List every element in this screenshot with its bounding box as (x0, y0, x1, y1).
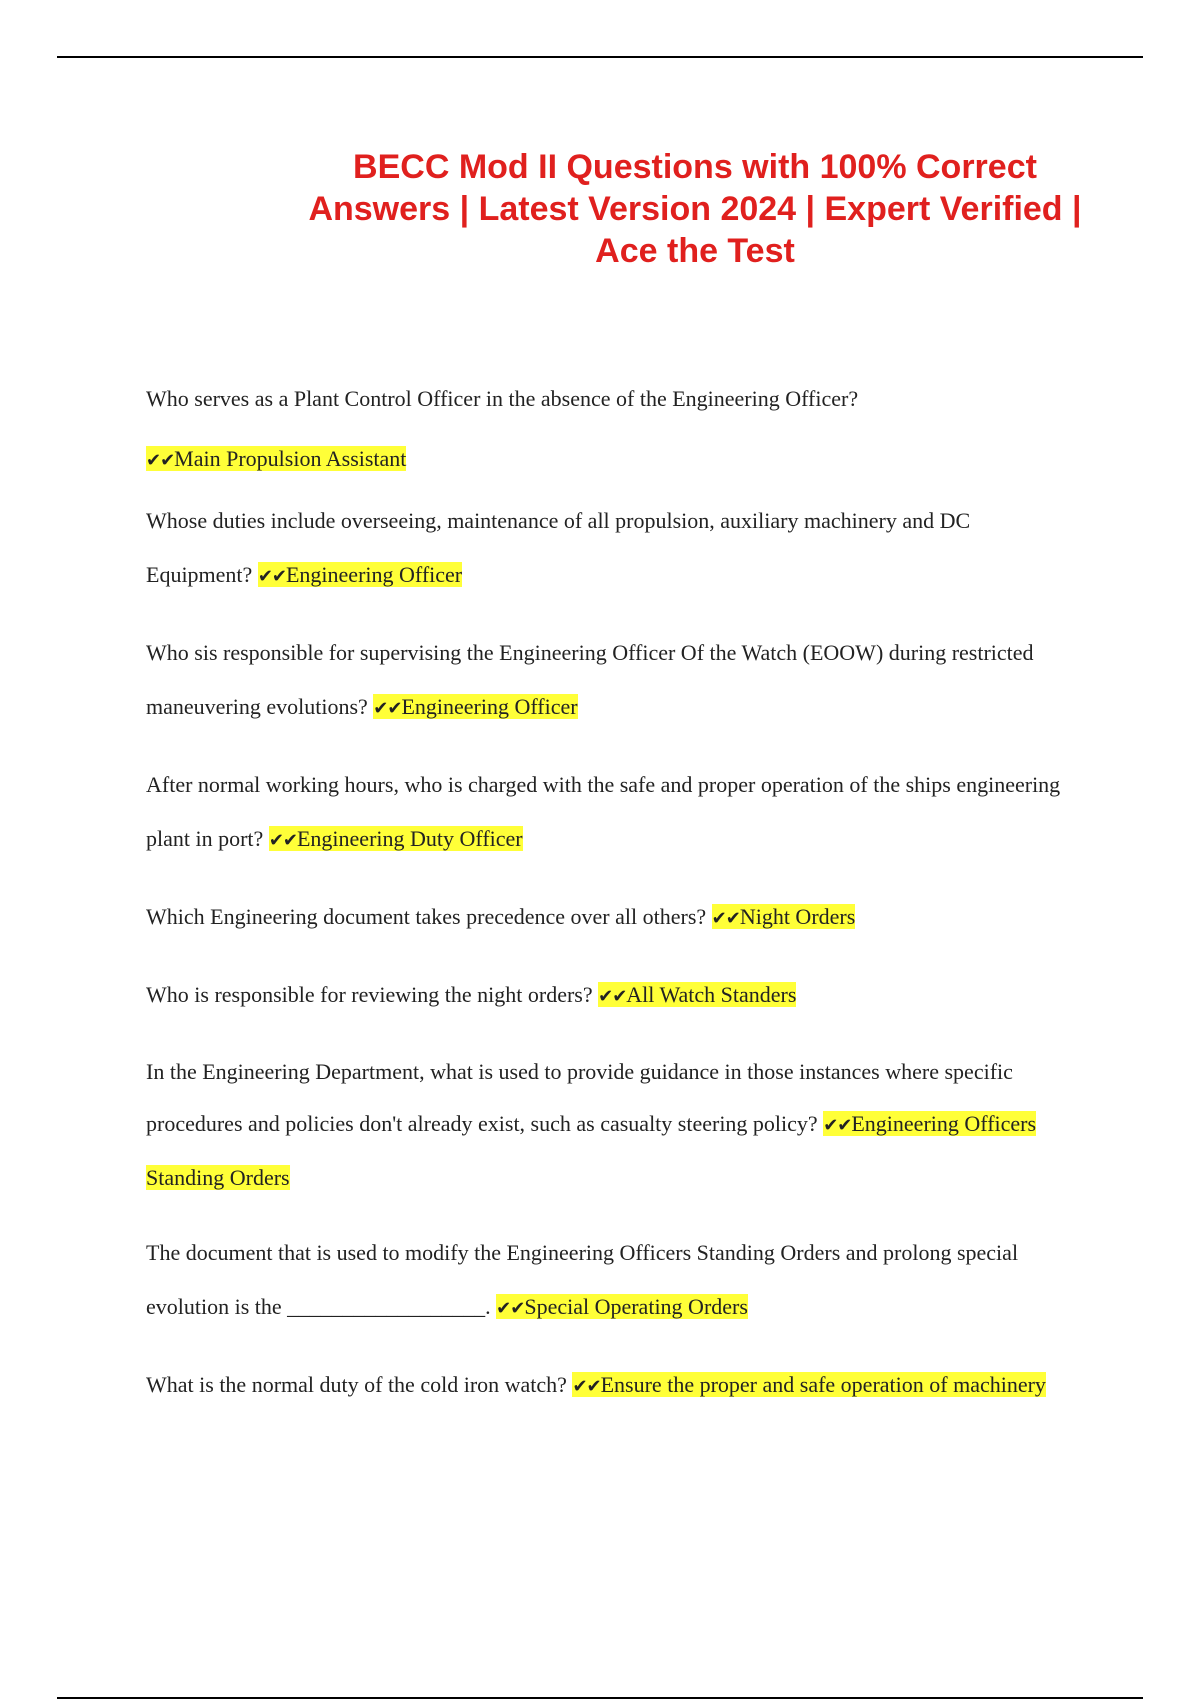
check-icon: ✔✔ (268, 830, 297, 851)
qa-item-2 (146, 494, 1066, 604)
qa-item-9 (146, 1358, 1066, 1414)
answer-highlight (496, 1294, 748, 1319)
question-text: Who is responsible for reviewing the night orders? (146, 982, 593, 1007)
answer-highlight (572, 1372, 1046, 1397)
document-title: BECC Mod II Questions with 100% Correct Answers | Latest Version 2024 | Expert Verified | Ace the Test (308, 148, 1082, 270)
answer-highlight (258, 562, 462, 587)
qa-item-3 (146, 626, 1066, 736)
qa-item-6 (146, 968, 1066, 1024)
question-text: Who serves as a Plant Control Officer in the absence of the Engineering Officer? (146, 386, 859, 411)
header-rule (57, 56, 1143, 58)
answer-text: Night Orders (739, 904, 856, 929)
question-text: Whose duties include overseeing, maintenance of all propulsion, auxiliary machinery and DC Equipment? (146, 508, 971, 587)
answer-highlight (712, 904, 856, 929)
qa-item-8 (146, 1226, 1066, 1336)
answer-highlight (598, 982, 796, 1007)
answer-text: Main Propulsion Assistant (174, 446, 407, 471)
question-text: Who sis responsible for supervising the Engineering Officer Of the Watch (EOOW) during restricted maneuvering evolutions? (146, 640, 1034, 719)
question-text: Which Engineering document takes precedence over all others? (146, 904, 707, 929)
qa-list (146, 372, 1066, 1414)
answer-text: Engineering Officer (285, 562, 463, 587)
answer-text: Engineering Officer (401, 694, 578, 719)
footer-rule (57, 1697, 1143, 1699)
qa-item-4 (146, 758, 1066, 868)
answer-text: All Watch Standers (626, 982, 797, 1007)
answer-highlight (269, 826, 523, 851)
answer-highlight (146, 446, 406, 471)
check-icon: ✔✔ (598, 986, 627, 1007)
qa-item-5 (146, 890, 1066, 946)
check-icon: ✔✔ (146, 450, 175, 471)
check-icon: ✔✔ (373, 698, 402, 719)
check-icon: ✔✔ (572, 1376, 601, 1397)
answer-text: Engineering Officers Standing Orders (146, 1111, 1037, 1190)
answer-text: Engineering Duty Officer (296, 826, 523, 851)
question-text: In the Engineering Department, what is used to provide guidance in those instances where specific procedures and policies don't already exist, such as casualty steering policy? (146, 1059, 1013, 1136)
question-text: What is the normal duty of the cold iron watch? (146, 1372, 567, 1397)
check-icon: ✔✔ (257, 566, 286, 587)
check-icon: ✔✔ (496, 1298, 525, 1319)
question-text: The document that is used to modify the Engineering Officers Standing Orders and prolong special evolution is the __________________. (146, 1240, 1019, 1319)
qa-item-1 (146, 372, 1066, 426)
answer-text: Ensure the proper and safe operation of machinery (600, 1372, 1046, 1397)
answer-highlight (373, 694, 577, 719)
qa-item-7 (146, 1046, 1066, 1204)
check-icon: ✔✔ (711, 908, 740, 929)
question-text: After normal working hours, who is charged with the safe and proper operation of the ships engineering plant in port? (146, 772, 1061, 851)
answer-text: Special Operating Orders (524, 1294, 748, 1319)
qa-answer-1 (146, 432, 1066, 488)
check-icon: ✔✔ (823, 1115, 852, 1136)
